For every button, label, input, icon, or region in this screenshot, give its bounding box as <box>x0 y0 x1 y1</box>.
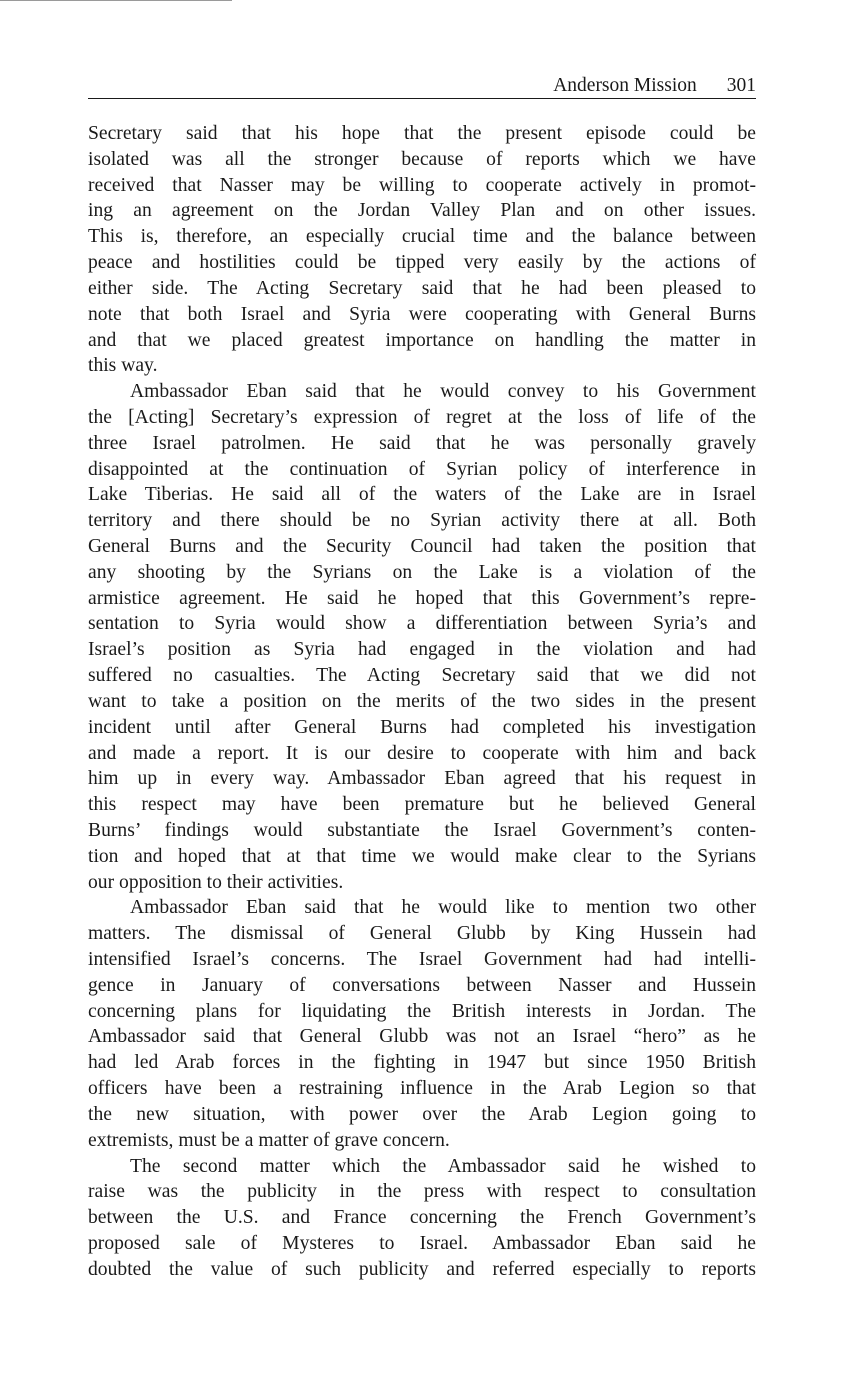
text-line: peace and hostilities could be tipped very easily by the actions of <box>88 252 756 274</box>
text-line: General Burns and the Security Council had taken the position that <box>88 536 756 557</box>
text-line: want to take a position on the merits of the two sides in the present <box>88 690 756 712</box>
running-head-title: Anderson Mission <box>553 75 697 96</box>
text-line: territory and there should be no Syrian activity there at all. Both <box>88 510 756 532</box>
text-line: officers have been a restraining influence in the Arab Legion so that <box>88 1078 756 1100</box>
text-line: disappointed at the continuation of Syrian policy of interference in <box>88 458 756 480</box>
text-line: three Israel patrolmen. He said that he was personally gravely <box>88 432 756 454</box>
text-line: our opposition to their activities. <box>88 871 344 893</box>
text-line: Israel’s position as Syria had engaged in the violation and had <box>88 639 756 661</box>
paragraph-first-line: The second matter which the Ambassador said he wished to <box>130 1155 756 1177</box>
page-number: 301 <box>726 75 756 96</box>
text-line: sentation to Syria would show a differentiation between Syria’s and <box>88 613 756 635</box>
text-line: ing an agreement on the Jordan Valley Plan and on other issues. <box>88 200 756 222</box>
text-line: This is, therefore, an especially crucial time and the balance between <box>88 226 756 248</box>
text-line: received that Nasser may be willing to cooperate actively in promot- <box>88 174 756 196</box>
top-edge-rule <box>0 0 232 1</box>
text-line: gence in January of conversations between Nasser and Hussein <box>88 974 756 996</box>
text-line: Lake Tiberias. He said all of the waters of the Lake are in Israel <box>88 484 756 506</box>
text-line: armistice agreement. He said he hoped that this Government’s repre- <box>88 587 756 609</box>
text-line: the [Acting] Secretary’s expression of regret at the loss of life of the <box>88 406 756 428</box>
text-line: Secretary said that his hope that the present episode could be <box>88 123 756 144</box>
text-line: doubted the value of such publicity and referred especially to reports <box>88 1258 756 1280</box>
text-line: proposed sale of Mysteres to Israel. Ambassador Eban said he <box>88 1232 756 1254</box>
text-line: note that both Israel and Syria were cooperating with General Burns <box>88 303 756 325</box>
text-line: this way. <box>88 355 158 377</box>
text-line: Ambassador said that General Glubb was not an Israel “hero” as he <box>88 1026 756 1048</box>
text-line: any shooting by the Syrians on the Lake is a violation of the <box>88 561 756 583</box>
text-line: incident until after General Burns had completed his investigation <box>88 716 756 738</box>
text-line: him up in every way. Ambassador Eban agreed that his request in <box>88 768 756 790</box>
text-line: had led Arab forces in the fighting in 1947 but since 1950 British <box>88 1052 756 1074</box>
running-head <box>88 74 756 99</box>
text-line: tion and hoped that at that time we would make clear to the Syrians <box>88 845 756 867</box>
paragraph-first-line: Ambassador Eban said that he would like to mention two other <box>130 897 756 919</box>
text-line: Burns’ findings would substantiate the Israel Government’s conten- <box>88 819 756 841</box>
text-line: and made a report. It is our desire to cooperate with him and back <box>88 742 756 764</box>
text-line: and that we placed greatest importance on handling the matter in <box>88 329 756 351</box>
text-line: suffered no casualties. The Acting Secretary said that we did not <box>88 665 756 687</box>
text-line: extremists, must be a matter of grave concern. <box>88 1129 450 1151</box>
body-text <box>88 121 756 1283</box>
paragraph-first-line: Ambassador Eban said that he would convey to his Government <box>130 381 756 403</box>
text-line: either side. The Acting Secretary said that he had been pleased to <box>88 277 756 299</box>
text-line: isolated was all the stronger because of reports which we have <box>88 148 756 170</box>
text-line: between the U.S. and France concerning the French Government’s <box>88 1207 756 1229</box>
text-line: intensified Israel’s concerns. The Israel Government had had intelli- <box>88 949 756 970</box>
text-line: raise was the publicity in the press with respect to consultation <box>88 1181 756 1203</box>
text-line: matters. The dismissal of General Glubb by King Hussein had <box>88 923 756 945</box>
text-line: concerning plans for liquidating the British interests in Jordan. The <box>88 1000 756 1022</box>
text-line: this respect may have been premature but he believed General <box>88 794 756 816</box>
text-line: the new situation, with power over the Arab Legion going to <box>88 1103 756 1125</box>
